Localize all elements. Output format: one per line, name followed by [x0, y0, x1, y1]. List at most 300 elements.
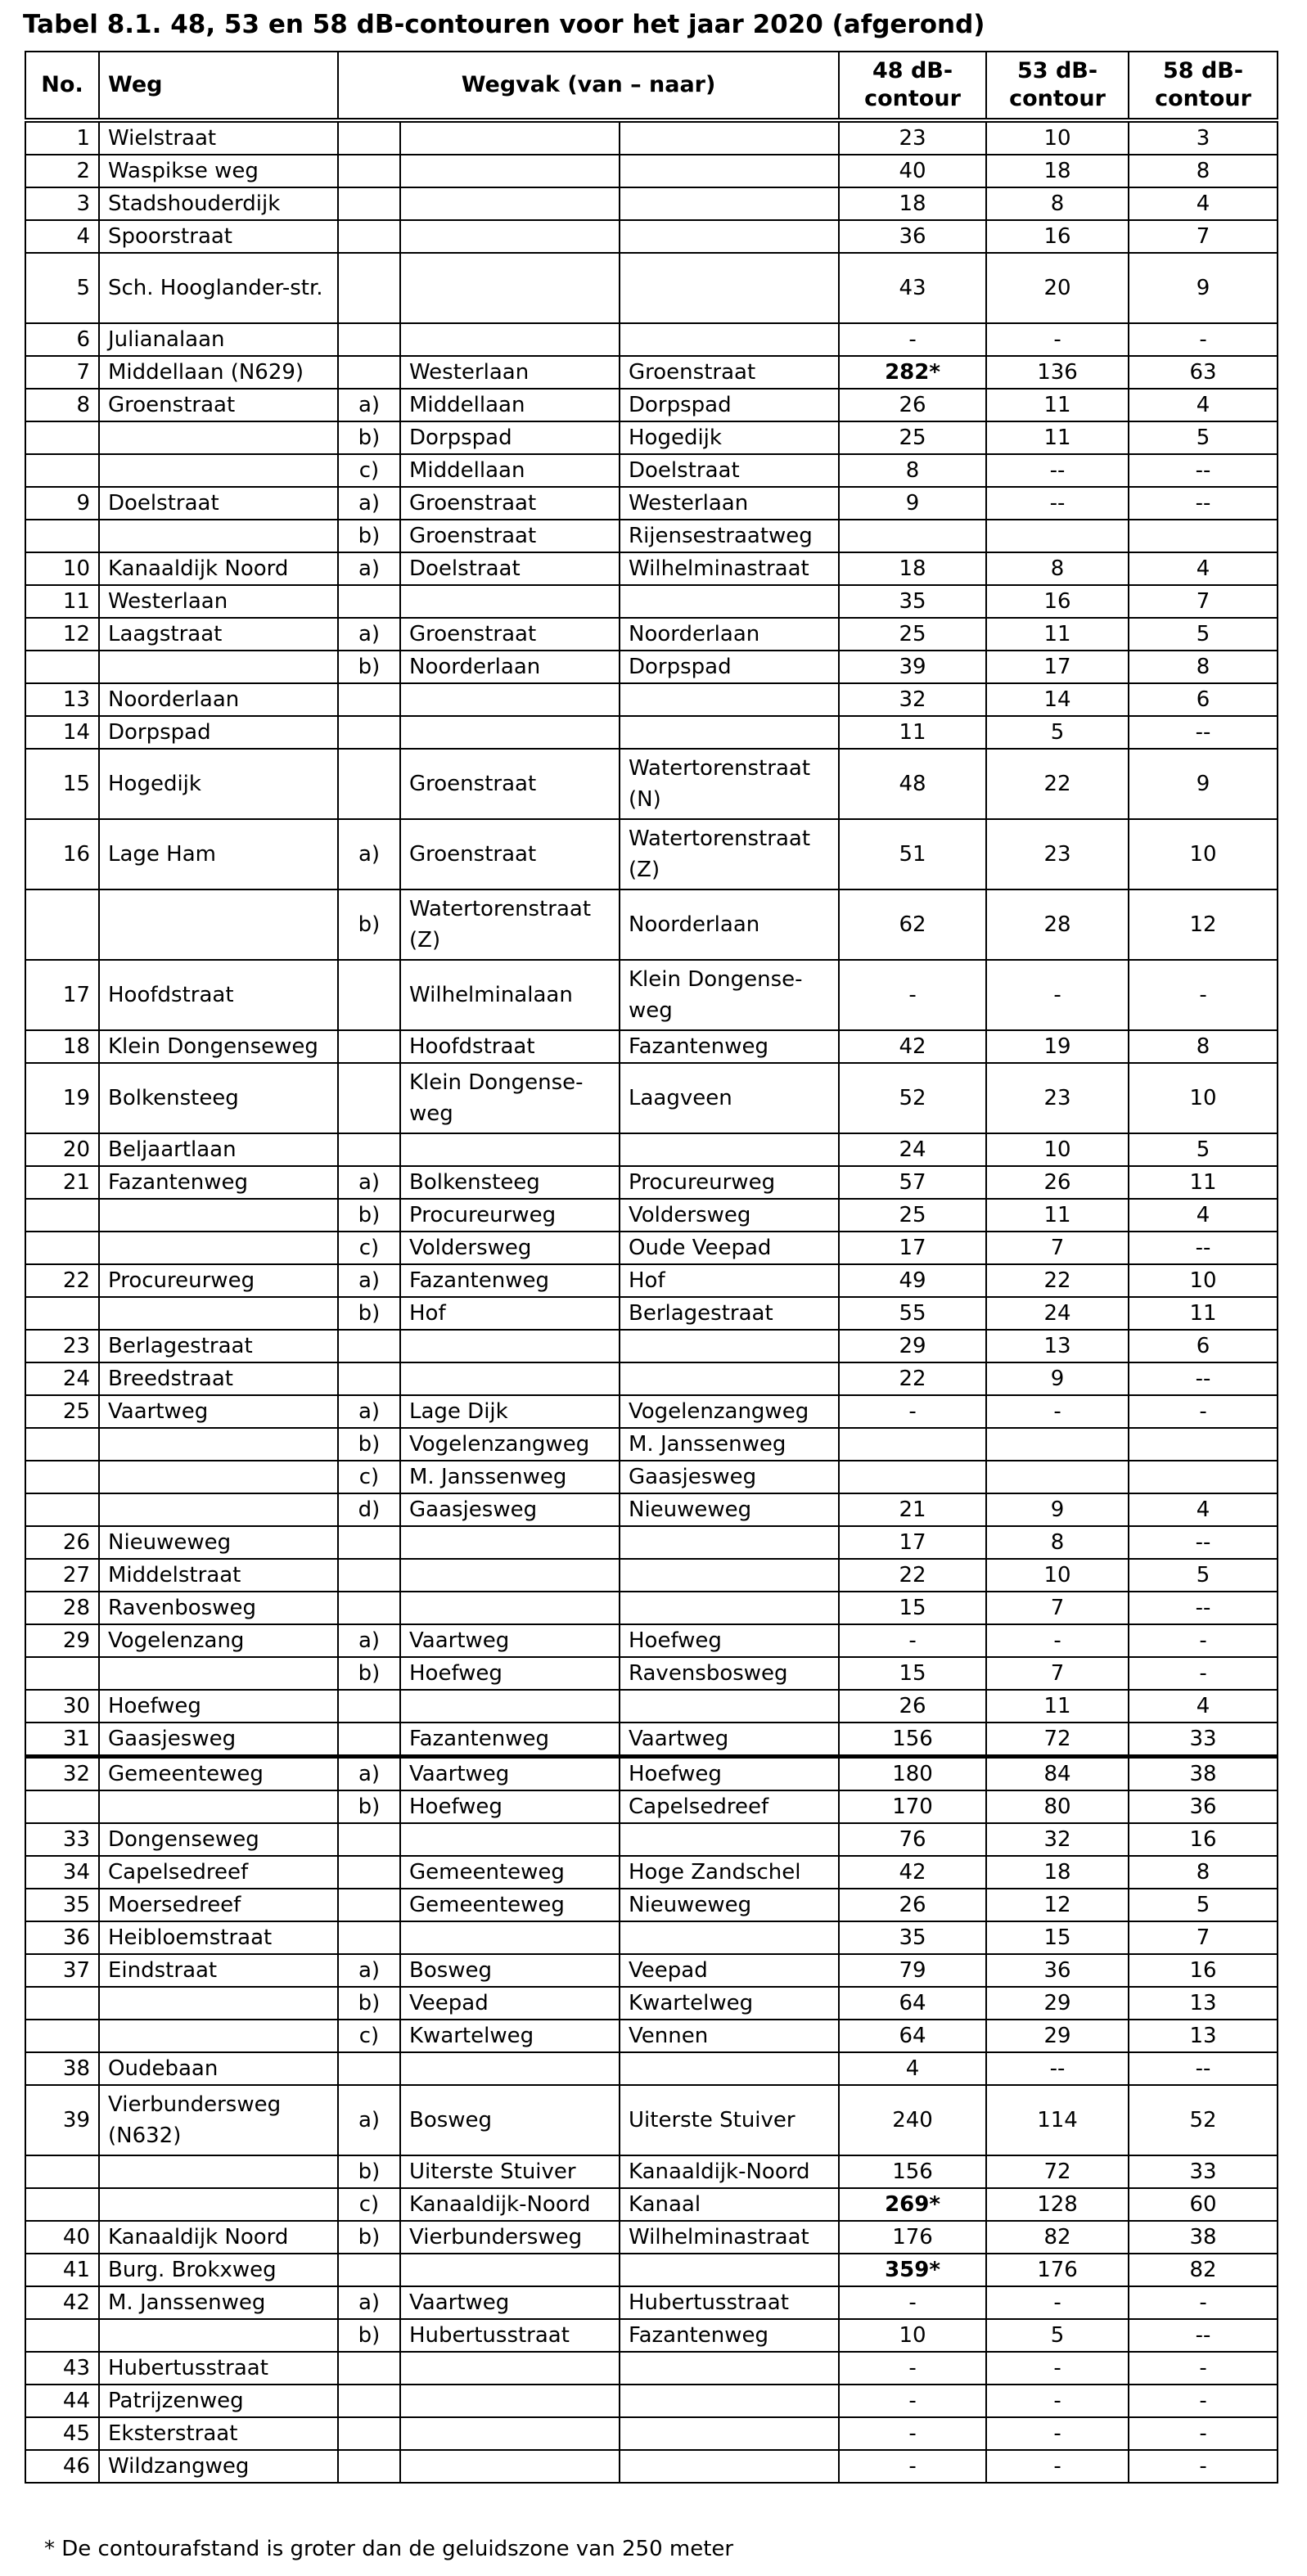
section-letter [338, 187, 400, 220]
contour-48db: - [839, 323, 986, 356]
contour-58db: 63 [1129, 356, 1278, 389]
table-row [25, 2385, 1278, 2417]
contour-48db: 15 [839, 1592, 986, 1624]
contour-48db: 42 [839, 1030, 986, 1063]
section-letter: a) [338, 487, 400, 520]
road-name: Patrijzenweg [99, 2385, 338, 2417]
section-from [400, 2254, 620, 2286]
road-name [99, 1428, 338, 1461]
road-name [99, 889, 338, 960]
contour-53db: 80 [986, 1790, 1129, 1823]
contour-58db: 33 [1129, 2155, 1278, 2188]
table-row [25, 421, 1278, 454]
section-from [400, 187, 620, 220]
contour-48db: 282* [839, 356, 986, 389]
section-from: Groenstraat [400, 819, 620, 889]
contour-53db: 10 [986, 1133, 1129, 1166]
table-row [25, 356, 1278, 389]
section-letter: b) [338, 421, 400, 454]
contour-53db: - [986, 2286, 1129, 2319]
contour-58db: 9 [1129, 749, 1278, 819]
section-to [620, 2450, 839, 2483]
table-row [25, 1232, 1278, 1264]
section-from [400, 2450, 620, 2483]
contour-58db: 6 [1129, 683, 1278, 716]
section-letter [338, 716, 400, 749]
row-number: 16 [25, 819, 99, 889]
section-to [620, 220, 839, 253]
section-to: Nieuweweg [620, 1493, 839, 1526]
contour-58db: -- [1129, 1362, 1278, 1395]
contour-58db [1129, 1428, 1278, 1461]
section-from: Lage Dijk [400, 1395, 620, 1428]
section-from: Hoefweg [400, 1657, 620, 1690]
road-name: Vogelenzang [99, 1624, 338, 1657]
section-letter: c) [338, 2188, 400, 2221]
section-from [400, 683, 620, 716]
section-to: Kwartelweg [620, 1987, 839, 2020]
row-number: 8 [25, 389, 99, 421]
contour-48db: 156 [839, 2155, 986, 2188]
contour-48db [839, 520, 986, 552]
section-letter [338, 120, 400, 155]
section-to: Fazantenweg [620, 1030, 839, 1063]
table-row [25, 1856, 1278, 1889]
road-name: Doelstraat [99, 487, 338, 520]
section-letter [338, 1030, 400, 1063]
contour-48db: 176 [839, 2221, 986, 2254]
section-from: Vierbundersweg [400, 2221, 620, 2254]
contour-53db: 11 [986, 421, 1129, 454]
contour-53db: - [986, 2352, 1129, 2385]
table-row [25, 2020, 1278, 2052]
contour-58db: - [1129, 1657, 1278, 1690]
row-number: 24 [25, 1362, 99, 1395]
row-number: 43 [25, 2352, 99, 2385]
section-letter: b) [338, 2221, 400, 2254]
section-from: Watertorenstraat (Z) [400, 889, 620, 960]
contour-58db: - [1129, 2450, 1278, 2483]
contour-53db: 10 [986, 1559, 1129, 1592]
section-letter [338, 1856, 400, 1889]
table-row [25, 1757, 1278, 1791]
section-letter: a) [338, 1954, 400, 1987]
contour-58db: 4 [1129, 1493, 1278, 1526]
row-number: 22 [25, 1264, 99, 1297]
road-name [99, 1199, 338, 1232]
contour-58db: 13 [1129, 2020, 1278, 2052]
section-from: Gemeenteweg [400, 1889, 620, 1921]
contour-48db: 36 [839, 220, 986, 253]
contour-53db: -- [986, 487, 1129, 520]
section-letter: b) [338, 1790, 400, 1823]
road-name: Westerlaan [99, 585, 338, 618]
section-letter [338, 1889, 400, 1921]
section-from: Wilhelminalaan [400, 960, 620, 1030]
table-row [25, 1428, 1278, 1461]
contour-53db: 16 [986, 585, 1129, 618]
section-letter: b) [338, 651, 400, 683]
section-letter: a) [338, 1624, 400, 1657]
section-to: Noorderlaan [620, 618, 839, 651]
contour-48db: 42 [839, 1856, 986, 1889]
section-letter [338, 2417, 400, 2450]
table-body [25, 120, 1278, 2483]
contour-48db: 43 [839, 253, 986, 323]
road-name [99, 454, 338, 487]
contour-58db: 9 [1129, 253, 1278, 323]
row-number: 45 [25, 2417, 99, 2450]
contour-53db: - [986, 323, 1129, 356]
section-to: Voldersweg [620, 1199, 839, 1232]
section-to: Westerlaan [620, 487, 839, 520]
section-to: Veepad [620, 1954, 839, 1987]
contour-58db: 3 [1129, 120, 1278, 155]
road-name [99, 1297, 338, 1330]
contour-48db [839, 1428, 986, 1461]
section-to: Hoge Zandschel [620, 1856, 839, 1889]
section-from [400, 253, 620, 323]
contour-53db: 5 [986, 716, 1129, 749]
section-from: Dorpspad [400, 421, 620, 454]
road-name: Middelstraat [99, 1559, 338, 1592]
table-row [25, 2221, 1278, 2254]
section-from: Westerlaan [400, 356, 620, 389]
row-number: 46 [25, 2450, 99, 2483]
section-to [620, 2417, 839, 2450]
contour-58db: 5 [1129, 1133, 1278, 1166]
road-name [99, 1493, 338, 1526]
section-to [620, 2385, 839, 2417]
road-name: Gaasjesweg [99, 1723, 338, 1757]
contour-48db: 23 [839, 120, 986, 155]
road-name [99, 1461, 338, 1493]
section-letter [338, 2385, 400, 2417]
section-letter [338, 2254, 400, 2286]
table-row [25, 1889, 1278, 1921]
row-number: 12 [25, 618, 99, 651]
road-name: Wildzangweg [99, 2450, 338, 2483]
road-name: Julianalaan [99, 323, 338, 356]
table-row [25, 2417, 1278, 2450]
section-letter: d) [338, 1493, 400, 1526]
contour-58db: 38 [1129, 1757, 1278, 1791]
row-number: 6 [25, 323, 99, 356]
contour-58db: 4 [1129, 389, 1278, 421]
section-letter [338, 1526, 400, 1559]
road-name [99, 1987, 338, 2020]
table-row [25, 1493, 1278, 1526]
contour-53db: - [986, 960, 1129, 1030]
section-to: Hoefweg [620, 1624, 839, 1657]
row-number: 41 [25, 2254, 99, 2286]
section-to [620, 187, 839, 220]
road-name: Burg. Brokxweg [99, 2254, 338, 2286]
section-to [620, 1526, 839, 1559]
contour-48db: 156 [839, 1723, 986, 1757]
section-letter: a) [338, 819, 400, 889]
contour-53db: 11 [986, 1690, 1129, 1723]
table-row [25, 120, 1278, 155]
section-letter: a) [338, 1166, 400, 1199]
row-number: 35 [25, 1889, 99, 1921]
section-from: Uiterste Stuiver [400, 2155, 620, 2188]
contour-53db: 36 [986, 1954, 1129, 1987]
row-number: 13 [25, 683, 99, 716]
table-row [25, 716, 1278, 749]
table-row [25, 187, 1278, 220]
section-from: Noorderlaan [400, 651, 620, 683]
contour-58db: - [1129, 2286, 1278, 2319]
contour-53db: - [986, 1395, 1129, 1428]
section-to [620, 1592, 839, 1624]
contour-53db: 82 [986, 2221, 1129, 2254]
section-letter: b) [338, 1297, 400, 1330]
table-row [25, 2450, 1278, 2483]
section-from: Middellaan [400, 454, 620, 487]
section-to: Vaartweg [620, 1723, 839, 1757]
contour-58db: -- [1129, 2052, 1278, 2085]
section-from: Klein Dongense-weg [400, 1063, 620, 1133]
contour-53db: 18 [986, 1856, 1129, 1889]
section-from [400, 2052, 620, 2085]
contour-53db: 14 [986, 683, 1129, 716]
contour-48db: 25 [839, 1199, 986, 1232]
contour-53db: 8 [986, 552, 1129, 585]
road-name [99, 1790, 338, 1823]
contour-53db: 7 [986, 1657, 1129, 1690]
table-header [25, 52, 1278, 120]
section-from [400, 1133, 620, 1166]
table-row [25, 1823, 1278, 1856]
road-name: Fazantenweg [99, 1166, 338, 1199]
contour-53db: 24 [986, 1297, 1129, 1330]
section-to: Vogelenzangweg [620, 1395, 839, 1428]
section-from: Procureurweg [400, 1199, 620, 1232]
row-number: 36 [25, 1921, 99, 1954]
table-row [25, 454, 1278, 487]
section-letter [338, 1921, 400, 1954]
contour-48db: 35 [839, 1921, 986, 1954]
contour-58db: 5 [1129, 1559, 1278, 1592]
table-row [25, 1063, 1278, 1133]
section-from [400, 120, 620, 155]
section-letter: a) [338, 1757, 400, 1791]
section-to: Oude Veepad [620, 1232, 839, 1264]
contour-53db: 136 [986, 356, 1129, 389]
contour-53db: 9 [986, 1362, 1129, 1395]
table-row [25, 1790, 1278, 1823]
section-from: Vogelenzangweg [400, 1428, 620, 1461]
section-letter [338, 1063, 400, 1133]
contour-58db: 8 [1129, 651, 1278, 683]
contour-48db: 11 [839, 716, 986, 749]
table-row [25, 253, 1278, 323]
section-to: Fazantenweg [620, 2319, 839, 2352]
table-row [25, 155, 1278, 187]
contour-48db: 79 [839, 1954, 986, 1987]
road-name: Stadshouderdijk [99, 187, 338, 220]
section-from: M. Janssenweg [400, 1461, 620, 1493]
contour-58db: 4 [1129, 1690, 1278, 1723]
contour-48db: - [839, 1624, 986, 1657]
table-row [25, 618, 1278, 651]
table-row [25, 889, 1278, 960]
header-58db: 58 dB-contour [1129, 52, 1278, 120]
section-from: Voldersweg [400, 1232, 620, 1264]
section-letter: b) [338, 1987, 400, 2020]
row-number: 3 [25, 187, 99, 220]
section-from [400, 1526, 620, 1559]
row-number: 15 [25, 749, 99, 819]
section-letter: b) [338, 520, 400, 552]
row-number: 14 [25, 716, 99, 749]
section-to: Watertorenstraat (N) [620, 749, 839, 819]
contour-58db: 12 [1129, 889, 1278, 960]
contour-48db: 18 [839, 187, 986, 220]
contour-58db: 38 [1129, 2221, 1278, 2254]
contour-53db: -- [986, 2052, 1129, 2085]
road-name [99, 2319, 338, 2352]
contour-53db: - [986, 2417, 1129, 2450]
contour-58db: 11 [1129, 1297, 1278, 1330]
section-to [620, 155, 839, 187]
section-from: Fazantenweg [400, 1723, 620, 1757]
section-letter [338, 1592, 400, 1624]
contour-58db: 7 [1129, 220, 1278, 253]
row-number: 28 [25, 1592, 99, 1624]
row-number: 44 [25, 2385, 99, 2417]
row-number: 38 [25, 2052, 99, 2085]
row-number [25, 1461, 99, 1493]
table-row [25, 960, 1278, 1030]
section-letter [338, 683, 400, 716]
section-from [400, 2352, 620, 2385]
road-name [99, 2188, 338, 2221]
row-number [25, 520, 99, 552]
contour-58db [1129, 1461, 1278, 1493]
section-letter [338, 1330, 400, 1362]
contour-48db: 57 [839, 1166, 986, 1199]
section-from [400, 1921, 620, 1954]
contour-48db: 18 [839, 552, 986, 585]
section-to [620, 1921, 839, 1954]
section-to [620, 2052, 839, 2085]
section-from: Fazantenweg [400, 1264, 620, 1297]
section-letter: a) [338, 389, 400, 421]
road-name: Wielstraat [99, 120, 338, 155]
road-name [99, 421, 338, 454]
road-name: Nieuweweg [99, 1526, 338, 1559]
row-number: 29 [25, 1624, 99, 1657]
contour-48db: 51 [839, 819, 986, 889]
contour-53db: 72 [986, 2155, 1129, 2188]
section-to [620, 683, 839, 716]
table-row [25, 1297, 1278, 1330]
section-from: Hubertusstraat [400, 2319, 620, 2352]
row-number [25, 1790, 99, 1823]
section-letter: a) [338, 1264, 400, 1297]
contour-48db: 40 [839, 155, 986, 187]
road-name: Ravenbosweg [99, 1592, 338, 1624]
table-row [25, 1624, 1278, 1657]
contour-53db: 32 [986, 1823, 1129, 1856]
table-row [25, 2085, 1278, 2155]
section-to: Berlagestraat [620, 1297, 839, 1330]
road-name: Berlagestraat [99, 1330, 338, 1362]
section-letter [338, 2352, 400, 2385]
row-number: 11 [25, 585, 99, 618]
contour-48db: - [839, 1395, 986, 1428]
row-number: 39 [25, 2085, 99, 2155]
row-number [25, 1657, 99, 1690]
contour-53db: -- [986, 454, 1129, 487]
section-letter [338, 2450, 400, 2483]
table-row [25, 552, 1278, 585]
road-name [99, 1232, 338, 1264]
section-from: Vaartweg [400, 1757, 620, 1791]
contour-48db: 9 [839, 487, 986, 520]
section-from: Bosweg [400, 2085, 620, 2155]
table-row [25, 585, 1278, 618]
contour-48db: 64 [839, 2020, 986, 2052]
road-name: Breedstraat [99, 1362, 338, 1395]
section-from [400, 2417, 620, 2450]
section-from: Groenstraat [400, 487, 620, 520]
contour-58db: -- [1129, 1592, 1278, 1624]
section-to: Kanaal [620, 2188, 839, 2221]
row-number: 25 [25, 1395, 99, 1428]
road-name: Hoofdstraat [99, 960, 338, 1030]
section-to: Nieuweweg [620, 1889, 839, 1921]
section-from [400, 220, 620, 253]
row-number [25, 1493, 99, 1526]
section-to: Ravensbosweg [620, 1657, 839, 1690]
contour-53db: 8 [986, 1526, 1129, 1559]
contour-53db: 10 [986, 120, 1129, 155]
road-name: M. Janssenweg [99, 2286, 338, 2319]
section-letter: a) [338, 1395, 400, 1428]
table-row [25, 2188, 1278, 2221]
row-number: 4 [25, 220, 99, 253]
contour-48db: 24 [839, 1133, 986, 1166]
section-letter [338, 1133, 400, 1166]
table-row [25, 2254, 1278, 2286]
contour-48db: 48 [839, 749, 986, 819]
section-to: Hoefweg [620, 1757, 839, 1791]
contour-48db: 26 [839, 1690, 986, 1723]
contour-48db: - [839, 2450, 986, 2483]
section-from: Gaasjesweg [400, 1493, 620, 1526]
contour-58db: 33 [1129, 1723, 1278, 1757]
contour-48db: 26 [839, 389, 986, 421]
section-to: Watertorenstraat (Z) [620, 819, 839, 889]
section-to: Noorderlaan [620, 889, 839, 960]
contour-48db: 21 [839, 1493, 986, 1526]
contour-58db: - [1129, 1395, 1278, 1428]
row-number [25, 1232, 99, 1264]
table-row [25, 487, 1278, 520]
section-letter [338, 2052, 400, 2085]
contour-58db: -- [1129, 454, 1278, 487]
row-number: 23 [25, 1330, 99, 1362]
contour-53db: 12 [986, 1889, 1129, 1921]
table-row [25, 2155, 1278, 2188]
row-number [25, 1428, 99, 1461]
row-number [25, 421, 99, 454]
row-number: 33 [25, 1823, 99, 1856]
contour-48db: 49 [839, 1264, 986, 1297]
